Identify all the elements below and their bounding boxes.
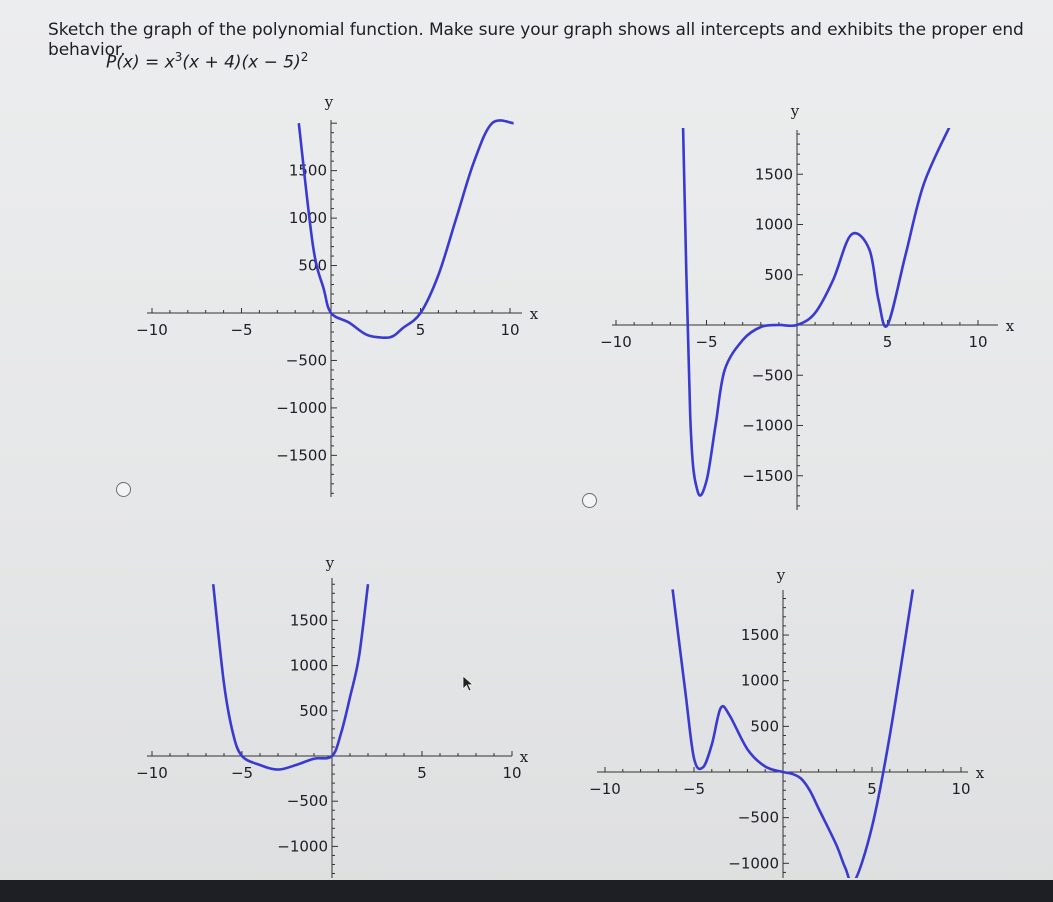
y-tick-label: 1500 <box>289 611 328 630</box>
y-tick-label: −500 <box>286 792 328 811</box>
x-tick-label: 5 <box>417 764 427 782</box>
graph-option-4[interactable] <box>589 566 985 883</box>
x-tick-label: −10 <box>600 333 632 351</box>
graph-option-2[interactable] <box>600 102 1015 510</box>
question-prompt: Sketch the graph of the polynomial function. Make sure your graph shows all intercepts and exhibits the proper end behavior. <box>48 20 1024 60</box>
function-exponent-1: 3 <box>174 50 183 64</box>
polynomial-curve <box>683 124 951 496</box>
option-2-radio[interactable] <box>582 493 597 508</box>
function-lhs: P(x) = x <box>106 52 175 73</box>
x-tick-label: −5 <box>695 333 718 351</box>
y-tick-label: −500 <box>751 366 793 385</box>
x-tick-label: −5 <box>682 780 706 798</box>
x-tick-label: 5 <box>882 333 893 351</box>
x-tick-label: −5 <box>230 764 254 782</box>
y-tick-label: 1500 <box>754 165 793 184</box>
function-middle: (x + 4)(x − 5) <box>182 52 301 73</box>
y-tick-label: 500 <box>750 717 779 736</box>
y-tick-label: −1500 <box>276 446 327 465</box>
polynomial-curve <box>673 589 913 883</box>
x-tick-label: 10 <box>968 333 988 351</box>
y-tick-label: 1000 <box>740 671 779 690</box>
x-axis-label: x <box>1005 317 1015 335</box>
y-axis-label: y <box>790 102 800 120</box>
x-tick-label: 10 <box>500 321 520 339</box>
y-tick-label: −1000 <box>277 837 328 856</box>
y-axis-label: y <box>324 93 334 111</box>
y-tick-label: −1000 <box>276 398 327 417</box>
y-tick-label: −1000 <box>742 416 793 435</box>
x-tick-label: 10 <box>951 780 971 798</box>
y-tick-label: −500 <box>285 351 327 370</box>
x-tick-label: −5 <box>230 321 253 339</box>
y-tick-label: 500 <box>764 265 793 284</box>
function-exponent-2: 2 <box>300 50 309 64</box>
y-tick-label: 1000 <box>754 215 793 234</box>
y-tick-label: 500 <box>298 256 327 275</box>
y-tick-label: 1500 <box>288 161 327 180</box>
y-tick-label: 1000 <box>288 209 327 228</box>
x-axis-label: x <box>529 305 539 323</box>
y-tick-label: −1500 <box>742 466 793 485</box>
x-tick-label: 10 <box>502 764 522 782</box>
option-1-radio[interactable] <box>116 482 131 497</box>
x-tick-label: −10 <box>136 764 168 782</box>
mouse-pointer-icon <box>462 675 476 693</box>
x-axis-label: x <box>975 764 985 782</box>
y-tick-label: 500 <box>299 701 328 720</box>
y-tick-label: 1000 <box>289 656 328 675</box>
x-tick-label: −10 <box>136 321 168 339</box>
graph-option-3[interactable] <box>136 554 529 878</box>
y-tick-label: −500 <box>737 808 779 827</box>
y-tick-label: 1500 <box>740 626 779 645</box>
bottom-taskbar <box>0 880 1053 902</box>
y-axis-label: y <box>325 554 335 572</box>
x-tick-label: 5 <box>867 780 877 798</box>
graph-option-1[interactable] <box>136 93 539 497</box>
x-axis-label: x <box>519 748 529 766</box>
y-axis-label: y <box>776 566 786 584</box>
x-tick-label: −10 <box>589 780 621 798</box>
x-tick-label: 5 <box>415 321 426 339</box>
y-tick-label: −1000 <box>728 854 779 873</box>
